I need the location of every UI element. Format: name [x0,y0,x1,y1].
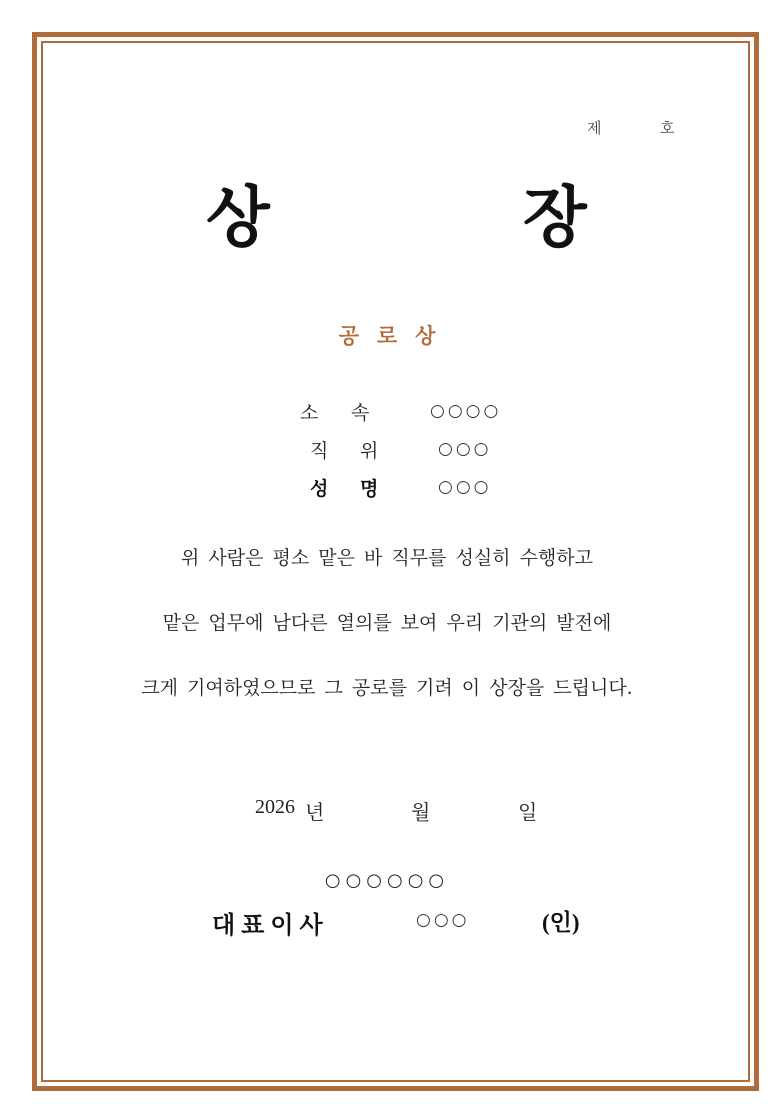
name-label-2: 명 [360,478,379,500]
body-line-1: 위 사람은 평소 맡은 바 직무를 성실히 수행하고 [180,547,593,569]
award-name: 공로상 [338,324,454,348]
date-month-unit: 월 [411,800,431,824]
body-line-3: 크게 기여하였으므로 그 공로를 기려 이 상장을 드립니다. [141,677,633,699]
position-label-1: 직 [310,440,329,462]
body-line-2: 맡은 업무에 남다른 열의를 보여 우리 기관의 발전에 [162,612,612,634]
name-label-1: 성 [310,478,329,500]
certificate-number-prefix: 제 [587,119,602,137]
name-value: ○○○ [438,477,492,497]
date-year: 2026 [255,796,295,818]
issuer-title: 대표이사 [212,911,329,939]
title-left-char: 상 [206,179,270,256]
issuer-name: ○○○ [416,910,470,930]
affiliation-label-2: 속 [351,402,370,424]
date-year-unit: 년 [305,800,325,824]
issuer-organization: ○○○○○○ [324,870,450,891]
position-label-2: 위 [360,440,379,462]
date-day-unit: 일 [518,800,538,824]
affiliation-value: ○○○○ [430,401,502,421]
affiliation-label-1: 소 [300,402,319,424]
title-right-char: 장 [523,179,587,256]
seal-mark: (인) [542,910,580,935]
certificate-number-suffix: 호 [660,119,675,137]
position-value: ○○○ [438,439,492,459]
